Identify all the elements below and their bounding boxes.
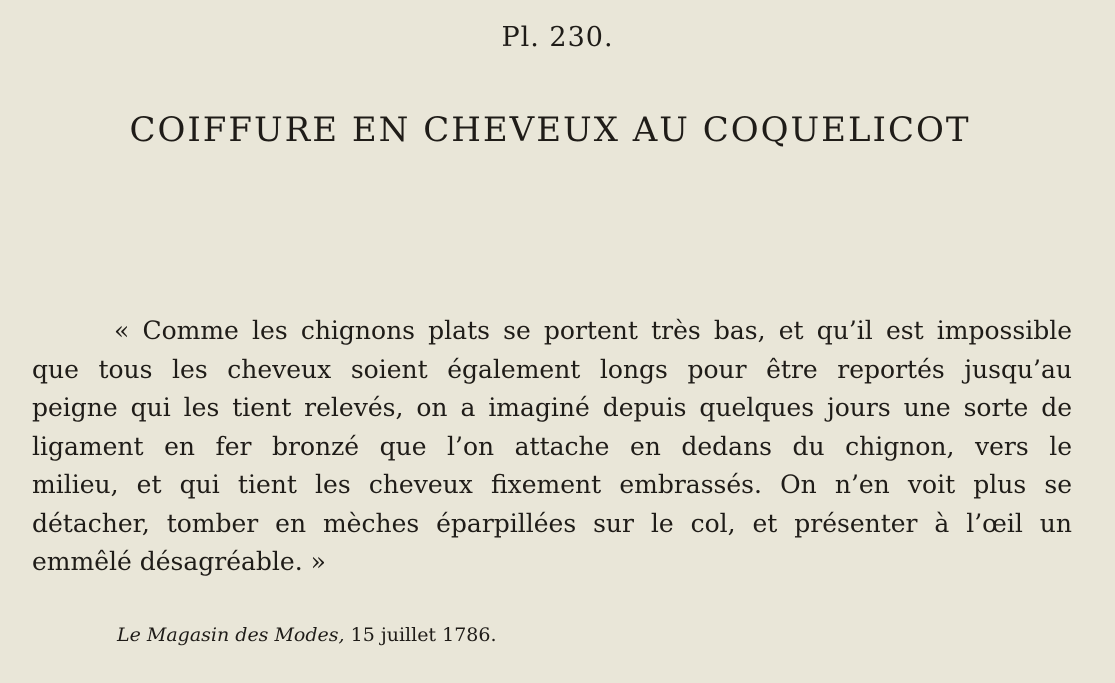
plate-title: COIFFURE EN CHEVEUX AU COQUELICOT [129, 110, 971, 150]
quote-line: peigne qui les tient relevés, on a imaginé depuis quelques jours une sorte de [32, 393, 1072, 422]
quote-line: « Comme les chignons plats se portent très bas, et qu’il est impossible [114, 316, 1072, 345]
source-citation [117, 624, 497, 646]
plate-number: Pl. 230. [501, 22, 614, 53]
quote-line: emmêlé désagréable. » [32, 547, 326, 576]
source-publication: Le Magasin des Modes, [117, 624, 345, 646]
quote-line: détacher, tomber en mèches éparpillées sur le col, et présenter à l’œil un [32, 508, 1072, 538]
quote-line: ligament en fer bronzé que l’on attache en dedans du chignon, vers le [32, 431, 1072, 461]
quote-line: milieu, et qui tient les cheveux fixement embrassés. On n’en voit plus se [32, 470, 1072, 499]
quote-paragraph [32, 312, 1072, 582]
source-date: 15 juillet 1786. [344, 624, 497, 646]
quote-line: que tous les cheveux soient également longs pour être reportés jusqu’au [32, 354, 1072, 384]
